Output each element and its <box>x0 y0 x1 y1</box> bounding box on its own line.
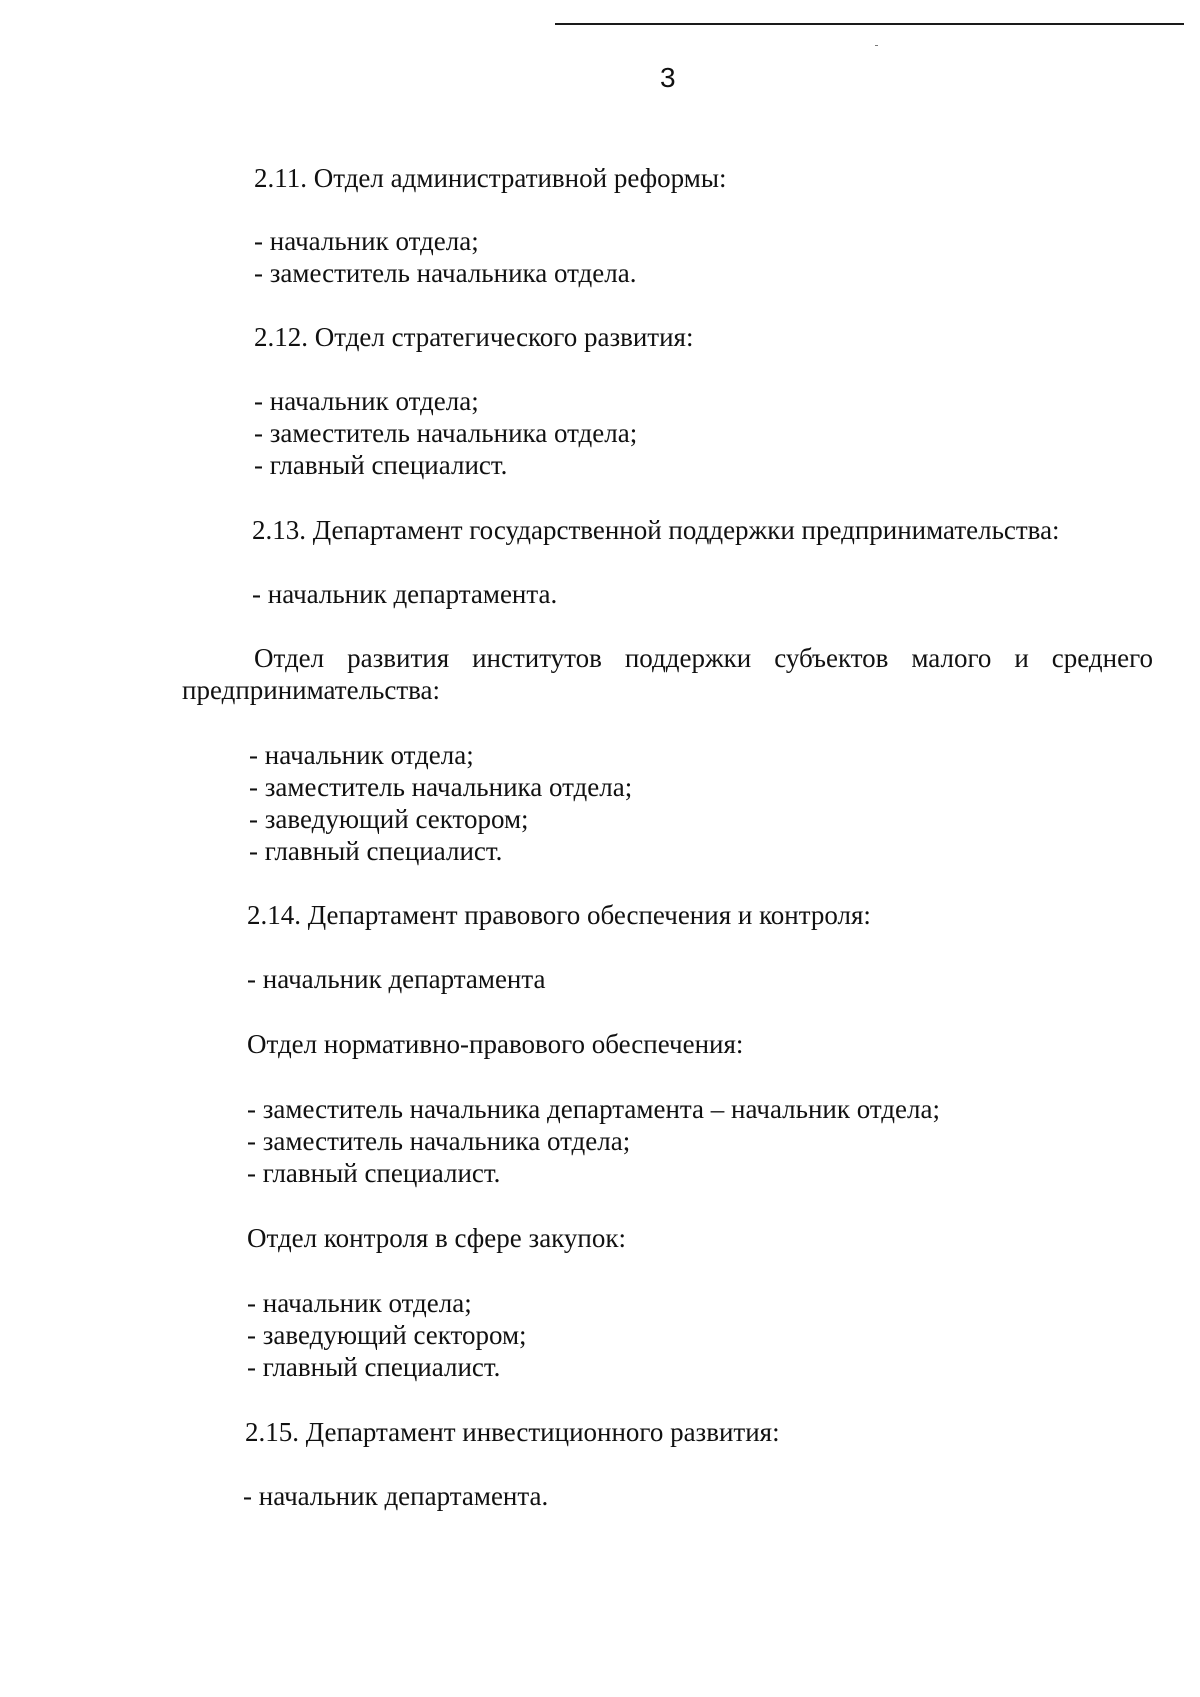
list-item: - главный специалист. <box>254 450 508 480</box>
list-item: - начальник отдела; <box>247 1288 472 1318</box>
subsection-institutes-heading <box>182 642 1153 706</box>
list-item: - начальник отдела; <box>254 226 479 256</box>
section-2-15-heading: 2.15. Департамент инвестиционного развития: <box>245 1417 780 1447</box>
list-item: - начальник отдела; <box>249 740 474 770</box>
paragraph-text: Отдел развития институтов поддержки субъектов малого и среднего предпринимательства: <box>182 643 1153 705</box>
section-2-11-heading: 2.11. Отдел административной реформы: <box>254 163 727 193</box>
section-2-14-heading: 2.14. Департамент правового обеспечения и контроля: <box>247 900 871 930</box>
list-item: - заместитель начальника отдела. <box>254 258 637 288</box>
list-item: - заместитель начальника отдела; <box>254 418 638 448</box>
list-item: - начальник департамента. <box>252 579 558 609</box>
scan-top-rule <box>555 23 1184 25</box>
list-item: - заместитель начальника отдела; <box>249 772 633 802</box>
list-item: - главный специалист. <box>247 1158 501 1188</box>
subsection-procurement-heading: Отдел контроля в сфере закупок: <box>247 1223 626 1253</box>
list-item: - начальник отдела; <box>254 386 479 416</box>
list-item: - заведующий сектором; <box>249 804 529 834</box>
list-item: - заместитель начальника отдела; <box>247 1126 631 1156</box>
list-item: - главный специалист. <box>249 836 503 866</box>
list-item: - заведующий сектором; <box>247 1320 527 1350</box>
page-number: 3 <box>660 62 676 93</box>
list-item: - начальник департамента. <box>243 1481 549 1511</box>
subsection-normative-heading: Отдел нормативно-правового обеспечения: <box>247 1029 744 1059</box>
list-item: - главный специалист. <box>247 1352 501 1382</box>
section-2-12-heading: 2.12. Отдел стратегического развития: <box>254 322 694 352</box>
list-item: - начальник департамента <box>247 964 546 994</box>
scan-artifact <box>875 45 878 46</box>
list-item: - заместитель начальника департамента – начальник отдела; <box>247 1094 940 1124</box>
section-2-13-heading: 2.13. Департамент государственной поддержки предпринимательства: <box>252 515 1060 545</box>
